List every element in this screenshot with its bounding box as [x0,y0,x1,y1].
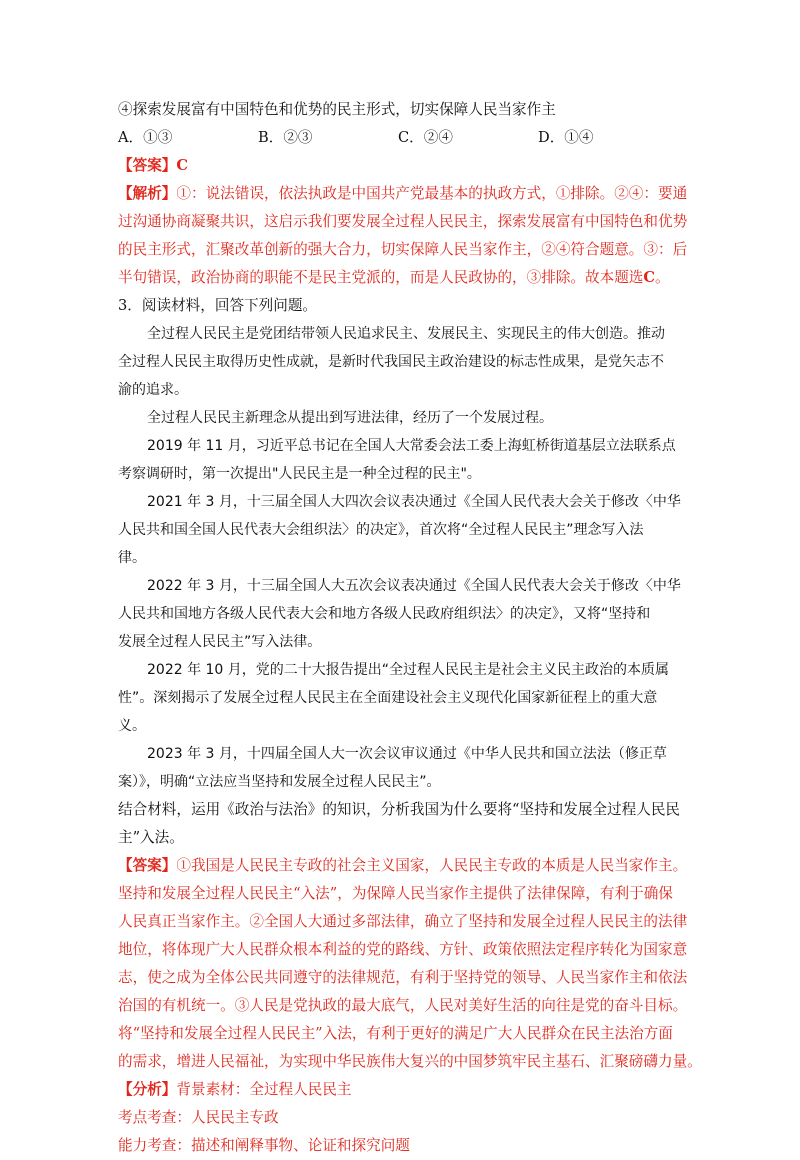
prev-analysis [118,180,688,292]
analysis-tag: 【解析】 [118,185,177,202]
passage-line: 人民共和国全国人民代表大会组织法〉的决定》，首次将“全过程人民民主”理念写入法 [118,522,644,538]
reading-passage [118,320,688,796]
answer-line: ①我国是人民民主专政的社会主义国家，人民民主专政的本质是人民当家作主。 [176,857,688,874]
prev-answer [118,152,688,180]
question-text: 结合材料，运用《政治与法治》的知识，分析我国为什么要将“坚持和发展全过程人民民 [118,801,681,818]
analysis-tag: 【分析】 [118,1081,177,1098]
analysis-line: 的民主形式，汇聚改革创新的强大合力，切实保障人民当家作主，②④符合题意。③：后 [118,241,688,258]
q3-answer [118,852,702,1076]
answer-line: 坚持和发展全过程人民民主“入法”，为保障人民当家作主提供了法律保障，有利于确保 [118,885,673,902]
analysis-line: ①：说法错误，依法执政是中国共产党最基本的执政方式，①排除。②④：要通 [176,185,688,202]
analysis-line: 半句错误，政治协商的职能不是民主党派的，而是人民政协的，③排除。故本题选 [118,269,644,286]
passage-line: 全过程人民民主取得历史性成就，是新时代我国民主政治建设的标志性成果，是党矢志不 [118,354,664,370]
passage-line: 渝的追求。 [118,382,188,398]
passage-line: 人民共和国地方各级人民代表大会和地方各级人民政府组织法〉的决定》，又将“坚持和 [118,606,651,622]
choice-d: D．①④ [538,129,594,146]
passage-line: 义。 [118,718,146,734]
option-item-4: ④探索发展富有中国特色和优势的民主形式，切实保障人民当家作主 [118,101,556,118]
analysis-end: 。 [655,269,670,286]
analysis-line: 过沟通协商凝聚共识，这启示我们要发展全过程人民民主，探索发展富有中国特色和优势 [118,213,688,230]
analysis-final-answer: C [643,269,656,286]
answer-line: 人民真正当家作主。②全国人大通过多部法律，确立了坚持和发展全过程人民民主的法律 [118,913,688,930]
choice-options [118,124,688,152]
answer-tag: 【答案】 [118,857,177,874]
document-page [118,96,702,1160]
passage-line: 律。 [118,550,146,566]
question-text: 主”入法。 [118,829,184,846]
answer-line: 地位，将体现广大人民群众根本利益的党的路线、方针、政策依照法定程序转化为国家意 [118,941,688,958]
passage-line: 发展全过程人民民主”写入法律。 [118,634,322,650]
answer-value: C [176,157,189,174]
passage-line: 全过程人民民主是党团结带领人民追求民主、发展民主、实现民主的伟大创造。推动 [147,326,665,342]
answer-line: 的需求，增进人民福祉，为实现中华民族伟大复兴的中国梦筑牢民主基石、汇聚磅礴力量。 [118,1053,702,1070]
passage-line: 全过程人民民主新理念从提出到写进法律，经历了一个发展过程。 [147,410,553,426]
passage-line: 性”。深刻揭示了发展全过程人民民主在全面建设社会主义现代化国家新征程上的重大意 [118,690,658,706]
passage-line: 2023 年 3 月，十四届全国人大一次会议审议通过《中华人民共和国立法法（修正草 [147,746,667,762]
passage-line: 2022 年 10 月，党的二十大报告提出“全过程人民民主是社会主义民主政治的本质属 [147,662,670,678]
analysis-text: 背景素材：全过程人民民主 [176,1081,352,1098]
passage-line: 2019 年 11 月，习近平总书记在全国人大常委会法工委上海虹桥街道基层立法联系点 [147,438,676,454]
choice-b: B．②③ [258,129,313,146]
passage-line: 2022 年 3 月，十三届全国人大五次会议表决通过《全国人民代表大会关于修改〈中华 [147,578,681,594]
answer-line: 将“坚持和发展全过程人民民主”入法，有利于更好的满足广大人民群众在民主法治方面 [118,1025,673,1042]
nengli-line: 能力考查：描述和阐释事物、论证和探究问题 [118,1137,410,1154]
q3-analysis [118,1076,688,1160]
passage-line: 案）》，明确“立法应当坚持和发展全过程人民民主”。 [118,774,441,790]
question-stem: 3．阅读材料，回答下列问题。 [118,297,318,314]
answer-line: 志，使之成为全体公民共同遵守的法律规范，有利于坚持党的领导、人民当家作主和依法 [118,969,688,986]
answer-line: 治国的有机统一。③人民是党执政的最大底气，人民对美好生活的向往是党的奋斗目标。 [118,997,688,1014]
choice-c: C．②④ [398,129,453,146]
answer-tag: 【答案】 [118,157,177,174]
passage-line: 考察调研时，第一次提出"人民民主是一种全过程的民主"。 [118,466,481,482]
choice-a: A．①③ [118,129,173,146]
kaodian-line: 考点考查：人民民主专政 [118,1109,279,1126]
passage-line: 2021 年 3 月，十三届全国人大四次会议表决通过《全国人民代表大会关于修改〈中华 [147,494,681,510]
